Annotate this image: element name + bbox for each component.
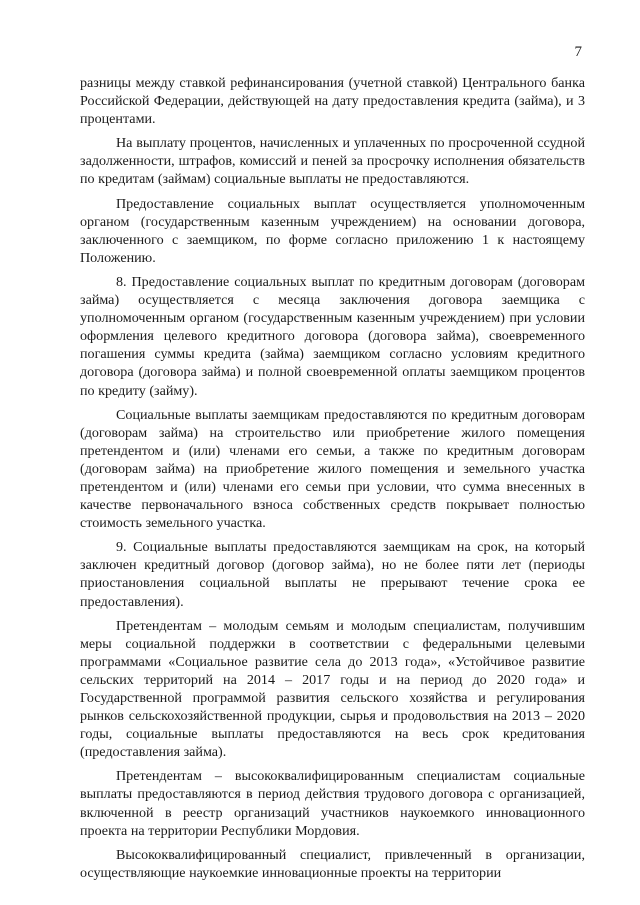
document-body <box>80 74 585 882</box>
paragraph: Высококвалифицированный специалист, привлеченный в организации, осуществляющие наукоемкие инновационные проекты на территории <box>80 846 585 881</box>
paragraph: На выплату процентов, начисленных и уплаченных по просроченной ссудной задолженности, штрафов, комиссий и пеней за просрочку исполнения обязательств по кредитам (займам) социальные выплаты не предоставляются. <box>80 135 585 188</box>
paragraph: Социальные выплаты заемщикам предоставляются по кредитным договорам (договорам займа) на строительство или приобретение жилого помещения претендентом и (или) членами его семьи, а также по кредитным договорам (договорам займа) на приобретение жилого помещения и земельного участка претендентом и (или) членами его семьи при условии, что сумма внесенных в качестве первоначального взноса собственных средств покрывает полностью стоимость земельного участка. <box>80 406 585 532</box>
page-number: 7 <box>574 44 582 60</box>
paragraph: Претендентам – молодым семьям и молодым специалистам, получившим меры социальной поддержки в соответствии с федеральными целевыми программами «Социальное развитие села до 2013 года», «Устойчивое развитие сельских территорий на 2014 – 2017 годы и на период до 2020 года» и Государственной программой развития сельского хозяйства и регулирования рынков сельскохозяйственной продукции, сырья и продовольствия на 2013 – 2020 годы, социальные выплаты предоставляются на весь срок кредитования (предоставления займа). <box>80 617 585 761</box>
paragraph: разницы между ставкой рефинансирования (учетной ставкой) Центрального банка Российской Федерации, действующей на дату предоставления кредита (займа), и 3 процентами. <box>80 75 585 128</box>
paragraph-item-9: 9. Социальные выплаты предоставляются заемщикам на срок, на который заключен кредитный договор (договор займа), но не более пяти лет (периоды приостановления социальной выплаты не прерывают течение срока ее предоставления). <box>80 539 585 610</box>
paragraph: Претендентам – высококвалифицированным специалистам социальные выплаты предоставляются в период действия трудового договора с организацией, включенной в реестр организаций участников наукоемкого инновационного проекта на территории Республики Мордовия. <box>80 768 585 839</box>
paragraph: Предоставление социальных выплат осуществляется уполномоченным органом (государственным казенным учреждением) на основании договора, заключенного с заемщиком, по форме согласно приложению 1 к настоящему Положению. <box>80 195 585 266</box>
paragraph-item-8: 8. Предоставление социальных выплат по кредитным договорам (договорам займа) осуществляется с месяца заключения договора заемщика с уполномоченным органом (государственным казенным учреждением) при условии оформления целевого кредитного договора (договора займа), своевременного погашения суммы кредита (займа) заемщиком согласно условиям кредитного договора (договора займа) и полной своевременной оплаты заемщиком процентов по кредиту (займу). <box>80 273 585 399</box>
